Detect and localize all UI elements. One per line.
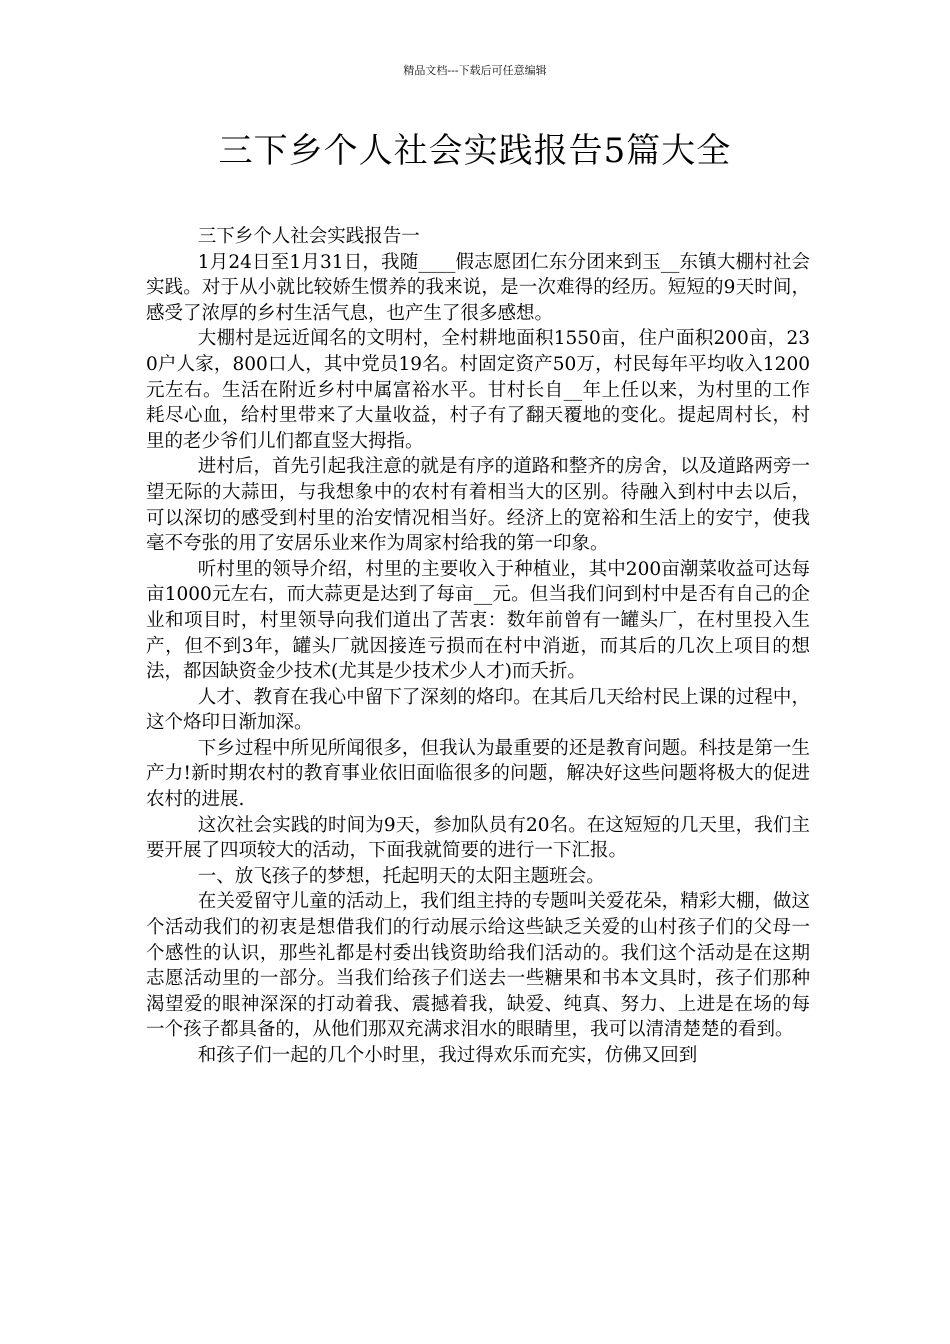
- paragraph: 人才、教育在我心中留下了深刻的烙印。在其后几天给村民上课的过程中，这个烙印日渐加深。: [146, 686, 810, 734]
- paragraph: 大棚村是远近闻名的文明村，全村耕地面积1550亩，住户面积200亩，230户人家，800口人，其中党员19名。村固定资产50万，村民每年平均收入1200元左右。生活在附近乡村中属富裕水平。甘村长自__年上任以来，为村里的工作耗尽心血，给村里带来了大量收益，村子有了翻天覆地的变化。提起周村长，村里的老少爷们儿们都直竖大拇指。: [146, 328, 810, 452]
- paragraph: 和孩子们一起的几个小时里，我过得欢乐而充实，仿佛又回到: [197, 1045, 698, 1066]
- paragraph: 进村后，首先引起我注意的就是有序的道路和整齐的房舍，以及道路两旁一望无际的大蒜田，与我想象中的农村有着相当大的区别。待融入到村中去以后，可以深切的感受到村里的治安情况相当好。经济上的宽裕和生活上的安宁，使我毫不夸张的用了安居乐业来作为周家村给我的第一印象。: [146, 456, 810, 555]
- page-header: 精品文档---下载后可任意编辑: [403, 64, 547, 77]
- paragraph: 在关爱留守儿童的活动上，我们组主持的专题叫关爱花朵，精彩大棚，做这个活动我们的初衷是想借我们的行动展示给这些缺乏关爱的山村孩子们的父母一个感性的认识，那些礼都是村委出钱资助给我们活动的。我们这个活动是在这期志愿活动里的一部分。当我们给孩子们送去一些糖果和书本文具时，孩子们那种渴望爱的眼神深深的打动着我、震撼着我，缺爱、纯真、努力、上进是在场的每一个孩子都具备的，从他们那双充满求泪水的眼睛里，我可以清清楚楚的看到。: [146, 891, 810, 1041]
- paragraph: 一、放飞孩子的梦想，托起明天的太阳主题班会。: [197, 865, 605, 887]
- paragraph: 听村里的领导介绍，村里的主要收入于种植业，其中200亩潮菜收益可达每亩1000元左右，而大蒜更是达到了每亩__元。但当我们问到村中是否有自己的企业和项目时，村里领导向我们道出了苦衷：数年前曾有一罐头厂，在村里投入生产，但不到3年，罐头厂就因接连亏损而在村中消逝，而其后的几次上项目的想法，都因缺资金少技术(尤其是少技术少人才)而夭折。: [146, 558, 810, 683]
- section-title: 三下乡个人社会实践报告一: [197, 226, 420, 247]
- document-title: 三下乡个人社会实践报告5篇大全: [218, 131, 732, 171]
- paragraph: 1月24日至1月31日，我随____假志愿团仁东分团来到玉__东镇大棚村社会实践。对于从小就比较娇生惯养的我来说，是一次难得的经历。短短的9天时间，感受了浓厚的乡村生活气息，也产生了很多感想。: [146, 251, 810, 324]
- document-body: [146, 224, 810, 1069]
- paragraph: 这次社会实践的时间为9天，参加队员有20名。在这短短的几天里，我们主要开展了四项较大的活动，下面我就简要的进行一下汇报。: [146, 814, 810, 862]
- paragraph: 下乡过程中所见所闻很多，但我认为最重要的还是教育问题。科技是第一生产力!新时期农村的教育事业依旧面临很多的问题，解决好这些问题将极大的促进农村的进展.: [146, 737, 810, 811]
